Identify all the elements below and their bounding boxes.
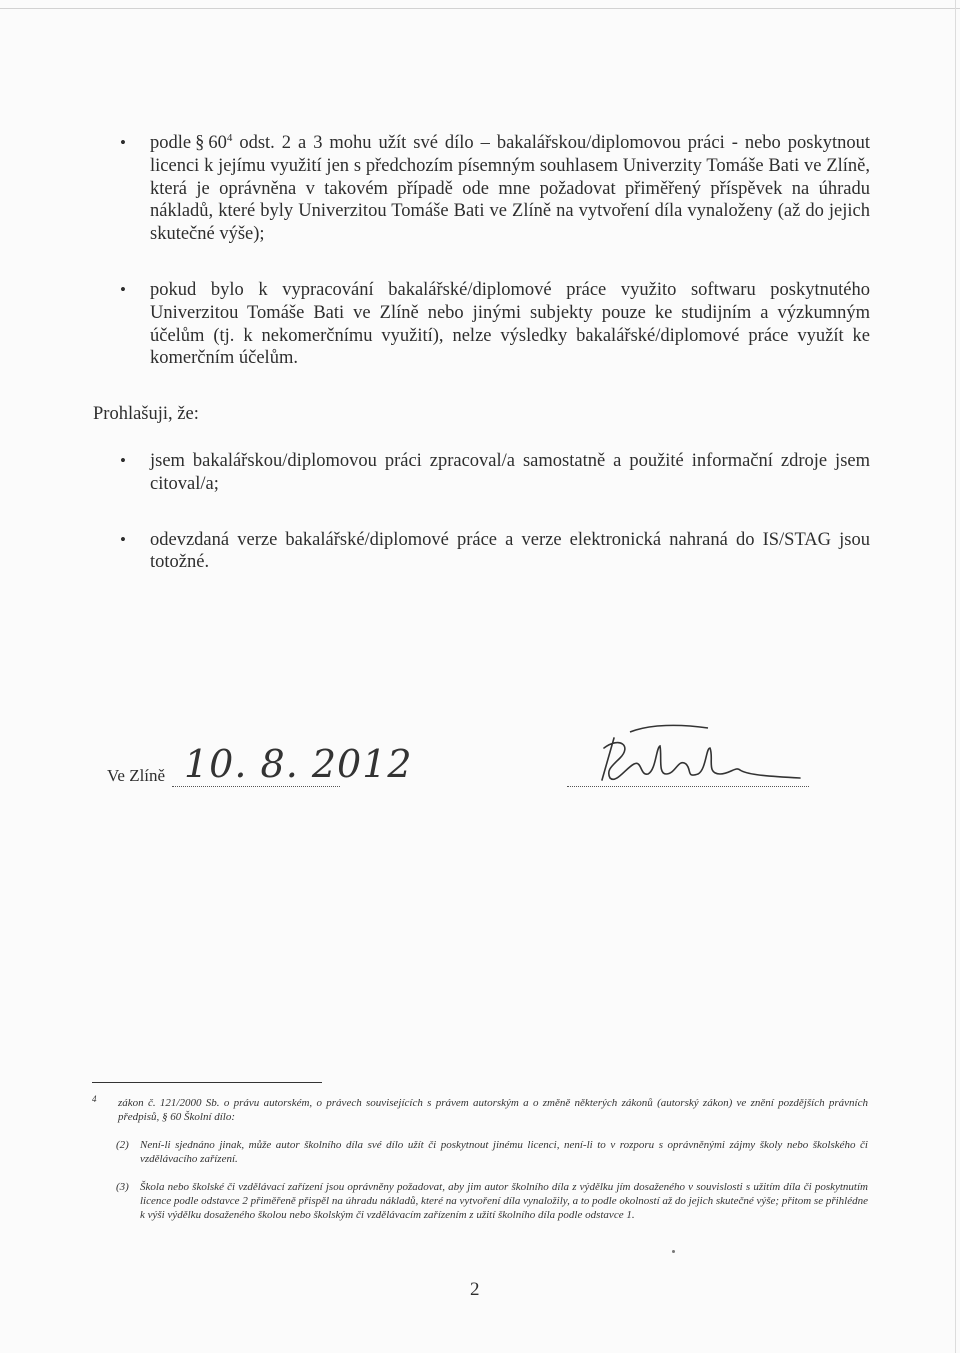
declaration-heading: Prohlašuji, že: bbox=[93, 404, 199, 424]
footnote-text: zákon č. 121/2000 Sb. o právu autorském, o právech souvisejících s právem autorským a o změně některých zákonů (autorský zákon) ve znění pozdějších právních předpisů, § 60 Školní dílo: bbox=[118, 1097, 868, 1123]
scan-speck bbox=[672, 1250, 675, 1253]
footnote-mark: 4 bbox=[92, 1094, 97, 1104]
footnote-item-number: (3) bbox=[116, 1181, 129, 1193]
handwritten-date: 10. 8. 2012 bbox=[184, 742, 413, 786]
footnote-rule bbox=[92, 1082, 322, 1083]
footnote-item-text: Škola nebo školské či vzdělávací zařízení jsou oprávněny požadovat, aby jim autor školního díla z výdělku jím dosaženého v souvislosti s užitím díla či poskytnutím licence podle odstavce 2 přiměřeně přispěl na úhradu nákladů, které na vytvoření díla vynaložily, a to podle okolností až do jejich skutečné výše; přitom se přihlédne k výši výdělku dosaženého školou nebo školským či vzdělávacím zařízením z užití školního díla podle odstavce 1. bbox=[140, 1181, 868, 1221]
footnote-head bbox=[92, 1096, 868, 1124]
item-prefix: podle bbox=[150, 133, 192, 153]
footnote-item bbox=[92, 1180, 868, 1222]
date-dotted-line bbox=[172, 786, 340, 787]
scan-edge-right bbox=[955, 0, 956, 1353]
place-label: Ve Zlíně bbox=[107, 766, 166, 785]
footnotes bbox=[92, 1096, 868, 1222]
item-text: odevzdaná verze bakalářské/diplomové práce a verze elektronická nahraná do IS/STAG jsou totožné. bbox=[150, 529, 870, 573]
item-text: odst. 2 a 3 mohu užít své dílo – bakalářskou/diplomovou práci - nebo poskytnout licenci k jejímu využití jen s předchozím písemným souhlasem Univerzity Tomáše Bati ve Zlíně, která je oprávněna v takovém případě ode mne požadovat přiměřený příspěvek na úhradu nákladů, které byly Univerzitou Tomáše Bati ve Zlíně na vytvoření díla vynaloženy (až do jejich skutečné výše); bbox=[150, 133, 871, 245]
section-number: 60 bbox=[208, 133, 227, 153]
footnote-item-text: Není-li sjednáno jinak, může autor školního díla své dílo užít či poskytnout jinému licenci, není-li to v rozporu s oprávněnými zájmy školy nebo školského či vzdělávacího zařízení. bbox=[140, 1139, 868, 1165]
list-item bbox=[120, 529, 870, 575]
scan-edge-top bbox=[0, 8, 960, 9]
declaration-list bbox=[120, 450, 870, 574]
list-item bbox=[120, 132, 870, 246]
list-item bbox=[120, 450, 870, 496]
page-number: 2 bbox=[470, 1279, 480, 1300]
item-text: jsem bakalářskou/diplomovou práci zpracoval/a samostatně a použité informační zdroje jsem citoval/a; bbox=[150, 451, 870, 494]
footnote-item-number: (2) bbox=[116, 1139, 129, 1151]
footnote-item bbox=[92, 1138, 868, 1166]
footnote-ref: 4 bbox=[226, 131, 233, 144]
signature-dotted-line bbox=[567, 786, 809, 787]
item-text: pokud bylo k vypracování bakalářské/diplomové práce využito softwaru poskytnutého Univerzitou Tomáše Bati ve Zlíně nebo jinými subjekty pouze ke studijním a výzkumným účelům (tj. k nekomerčnímu využití), nelze výsledky bakalářské/diplomové práce využít ke komerčním účelům. bbox=[150, 279, 870, 369]
section-sign: § bbox=[195, 133, 205, 153]
rights-list bbox=[120, 132, 870, 370]
list-item bbox=[120, 279, 870, 370]
